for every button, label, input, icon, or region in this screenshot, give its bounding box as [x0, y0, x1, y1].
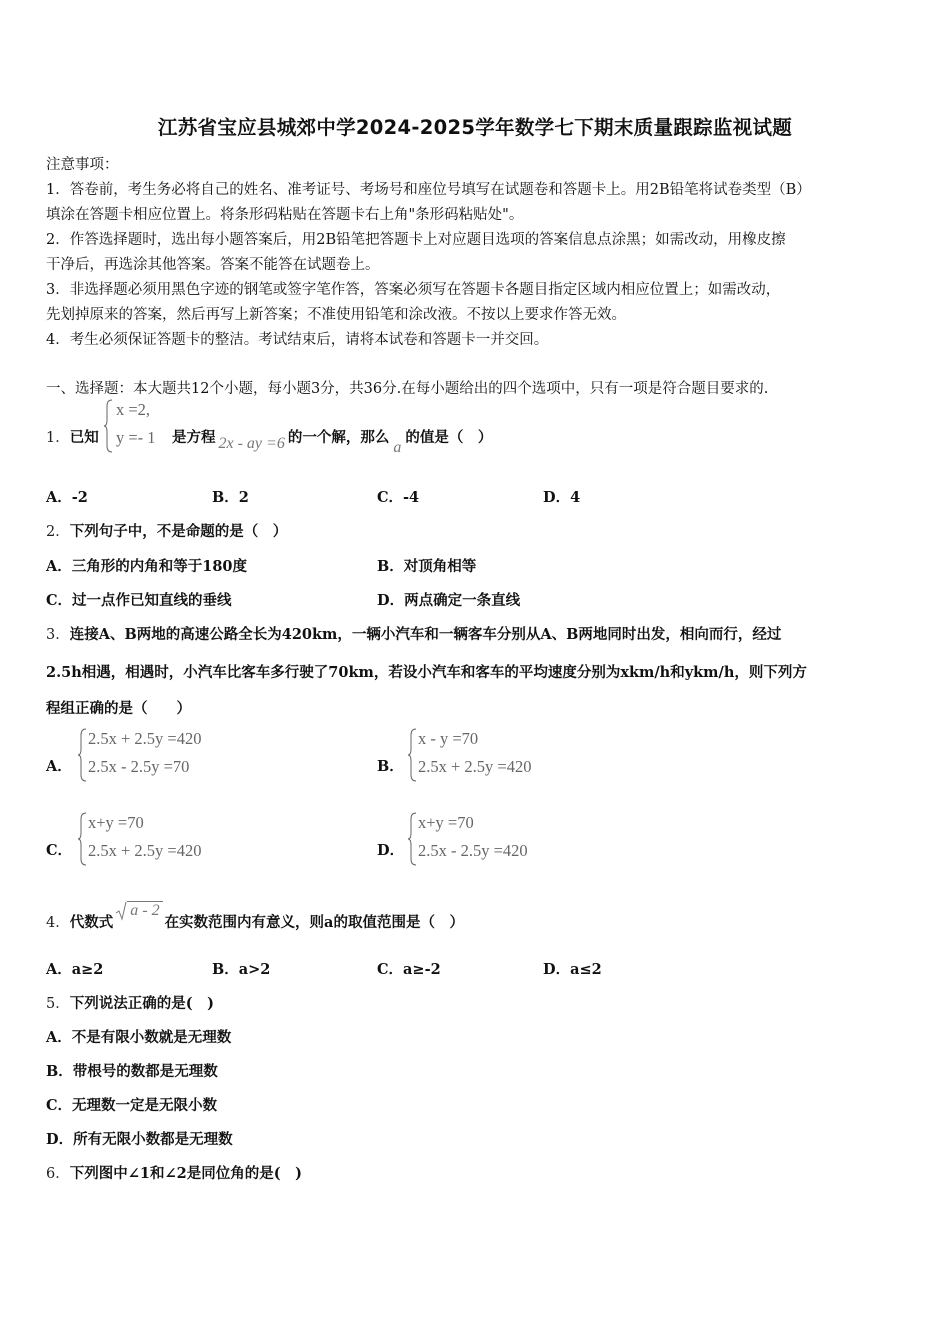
question-2: 2．下列句子中，不是命题的是（ ） [46, 523, 288, 540]
q3-option-b-label[interactable]: B． [377, 758, 404, 775]
brace-icon [104, 398, 114, 454]
variable-a: a [393, 439, 402, 456]
question-number: 5． [46, 996, 70, 1012]
q3-option-a-system: 2.5x + 2.5y =420 2.5x - 2.5y =70 [78, 727, 238, 783]
question-number: 1． [46, 430, 70, 446]
question-number: 3． [46, 627, 70, 643]
question-3-line-3: 程组正确的是（ ） [46, 700, 191, 717]
notice-line-2: 填涂在答题卡相应位置上。将条形码粘贴在答题卡右上角"条形码粘贴处"。 [46, 207, 524, 223]
q3-option-d-system: x+y =70 2.5x - 2.5y =420 [408, 811, 568, 867]
q4-option-d[interactable]: D．a≤2 [543, 961, 602, 978]
brace-icon [408, 727, 418, 783]
brace-icon [408, 811, 418, 867]
page-title: 江苏省宝应县城郊中学2024-2025学年数学七下期末质量跟踪监视试题 [157, 116, 793, 139]
question-3-line-2: 2.5h相遇，相遇时，小汽车比客车多行驶了70km，若设小汽车和客车的平均速度分别为xkm/h和ykm/h，则下列方 [46, 664, 807, 681]
q2-option-a[interactable]: A．三角形的内角和等于180度 [46, 558, 248, 575]
q3-option-a-label[interactable]: A． [46, 758, 72, 775]
q5-option-d[interactable]: D．所有无限小数都是无理数 [46, 1131, 233, 1148]
question-1-rest: 是方程 2x - ay =6 的一个解，那么a的值是（ ） [172, 429, 493, 456]
question-5: 5．下列说法正确的是( ) [46, 995, 214, 1012]
section-heading: 一、选择题：本大题共12个小题，每小题3分，共36分.在每小题给出的四个选项中，只有一项是符合题目要求的. [46, 381, 769, 397]
question-number: 2． [46, 524, 70, 540]
brace-icon [78, 727, 88, 783]
q3-option-d-label[interactable]: D． [377, 842, 405, 859]
question-1: 1．已知 [46, 429, 99, 446]
q5-option-b[interactable]: B．带根号的数都是无理数 [46, 1063, 218, 1080]
question-number: 4． [46, 915, 70, 931]
q5-option-a[interactable]: A．不是有限小数就是无理数 [46, 1029, 232, 1046]
q4-option-b[interactable]: B．a>2 [212, 961, 271, 978]
brace-icon [78, 811, 88, 867]
system-row-1: x =2, [116, 400, 151, 419]
q3-option-c-system: x+y =70 2.5x + 2.5y =420 [78, 811, 238, 867]
question-3-line-1: 3．连接A、B两地的高速公路全长为420km，一辆小汽车和一辆客车分别从A、B两地同时出发，相向而行，经过 [46, 626, 782, 643]
q3-option-b-system: x - y =70 2.5x + 2.5y =420 [408, 727, 568, 783]
system-row-2: y =- 1 [116, 428, 156, 447]
notice-line-3: 2．作答选择题时，选出每小题答案后，用2B铅笔把答题卡上对应题目选项的答案信息点涂黑；如需改动，用橡皮擦 [46, 232, 786, 248]
q1-option-d[interactable]: D．4 [543, 489, 581, 506]
equation: 2x - ay =6 [218, 435, 285, 452]
q4-option-a[interactable]: A．a≥2 [46, 961, 104, 978]
question-number: 6． [46, 1166, 70, 1182]
notice-heading: 注意事项： [46, 157, 119, 173]
notice-line-5: 3．非选择题必须用黑色字迹的钢笔或签字笔作答，答案必须写在答题卡各题目指定区域内相应位置上；如需改动， [46, 282, 781, 298]
q2-option-b[interactable]: B．对顶角相等 [377, 558, 477, 575]
question-4: 4．代数式a - 2在实数范围内有意义，则a的取值范围是（ ） [46, 902, 464, 931]
notice-line-6: 先划掉原来的答案，然后再写上新答案；不准使用铅笔和涂改液。不按以上要求作答无效。 [46, 307, 626, 323]
square-root: a - 2 [115, 901, 162, 921]
q5-option-c[interactable]: C．无理数一定是无限小数 [46, 1097, 218, 1114]
q2-option-c[interactable]: C．过一点作已知直线的垂线 [46, 592, 232, 609]
notice-line-4: 干净后，再选涂其他答案。答案不能答在试题卷上。 [46, 257, 380, 273]
equation-system [104, 398, 174, 454]
q1-option-b[interactable]: B．2 [212, 489, 249, 506]
notice-line-1: 1．答卷前，考生务必将自己的姓名、准考证号、考场号和座位号填写在试题卷和答题卡上。用2B铅笔将试卷类型（B） [46, 182, 811, 198]
radical-icon [115, 901, 127, 921]
q2-option-d[interactable]: D．两点确定一条直线 [377, 592, 521, 609]
q1-option-c[interactable]: C．-4 [377, 489, 420, 506]
q3-option-c-label[interactable]: C． [46, 842, 73, 859]
q4-option-c[interactable]: C．a≥-2 [377, 961, 441, 978]
question-6: 6．下列图中∠1和∠2是同位角的是( ) [46, 1165, 302, 1182]
notice-line-7: 4．考生必须保证答题卡的整洁。考试结束后，请将本试卷和答题卡一并交回。 [46, 332, 549, 348]
q1-option-a[interactable]: A．-2 [46, 489, 88, 506]
